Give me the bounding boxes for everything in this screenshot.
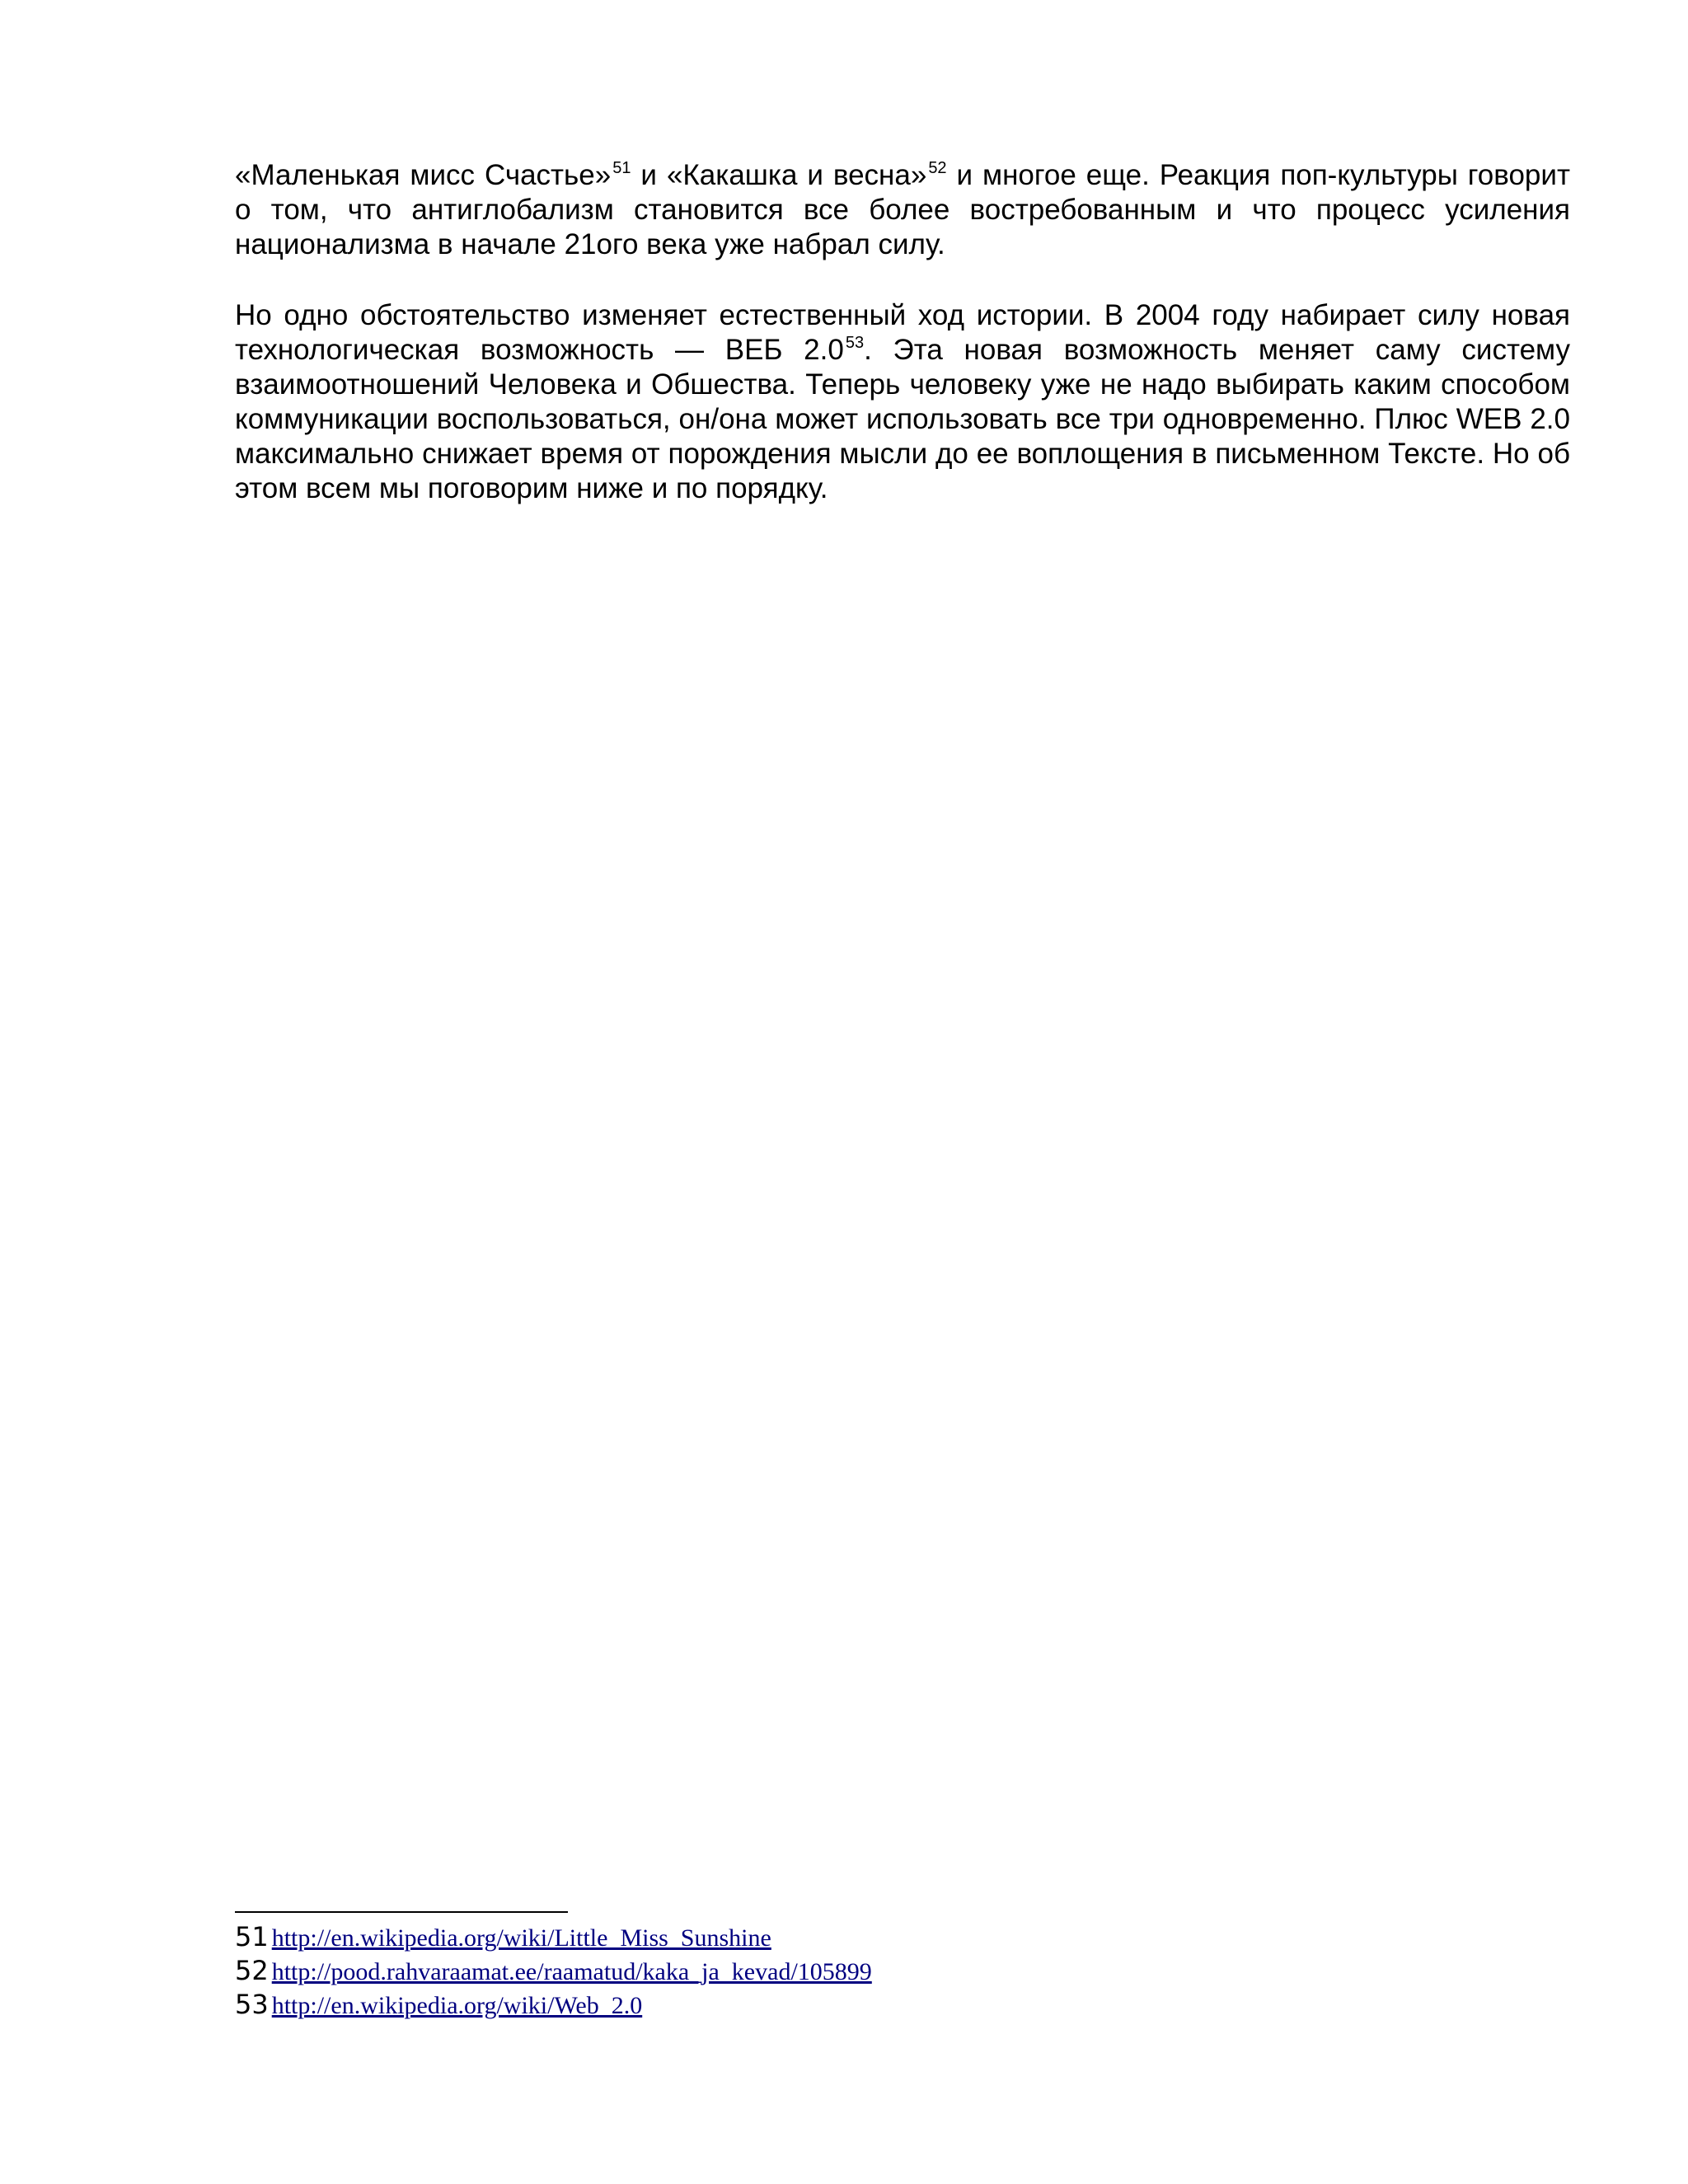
footnote-number: 52: [235, 1955, 269, 1986]
paragraph-text: и многое еще. Реакция поп-культуры говорит о том, что антиглобализм становится все более востребованным и что процесс усиления национализма в начале 21ого века уже набрал силу.: [235, 159, 1570, 260]
footnote-ref-51[interactable]: 51: [612, 159, 631, 177]
paragraph-text: «Маленькая мисс Счастье»: [235, 159, 612, 191]
footnote-link[interactable]: http://en.wikipedia.org/wiki/Little_Miss_Sunshine: [271, 1924, 771, 1952]
footnote-link[interactable]: http://en.wikipedia.org/wiki/Web_2.0: [271, 1992, 643, 2019]
body-paragraph-2: [235, 298, 1570, 506]
footnote-link[interactable]: http://pood.rahvaraamat.ee/raamatud/kaka_ja_kevad/105899: [271, 1958, 872, 1985]
footnote-ref-53[interactable]: 53: [845, 334, 865, 352]
paragraph-text: Но одно обстоятельство изменяет естественный ход истории. В 2004 году набирает силу новая технологическая возможность — ВЕБ 2.0: [235, 299, 1570, 366]
footnote-52: [235, 1954, 1389, 1988]
footnote-number: 53: [235, 1989, 269, 2020]
footnote-number: 51: [235, 1921, 269, 1952]
footnotes-list: [235, 1920, 1389, 2022]
footnote-53: [235, 1988, 1389, 2022]
body-paragraph-1: [235, 158, 1570, 262]
paragraph-text: и «Какашка и весна»: [631, 159, 927, 191]
footnote-separator: [235, 1911, 568, 1913]
paragraph-text: . Эта новая возможность меняет саму систему взаимоотношений Человека и Обшества. Теперь человеку уже не надо выбирать каким способом коммуникации воспользоваться, он/она может использовать все три одновременно. Плюс WEB 2.0 максимально снижает время от порождения мысли до ее воплощения в письменном Тексте. Но об этом всем мы поговорим ниже и по порядку.: [235, 334, 1570, 504]
footnote-ref-52[interactable]: 52: [928, 159, 947, 177]
footnote-51: [235, 1920, 1389, 1954]
